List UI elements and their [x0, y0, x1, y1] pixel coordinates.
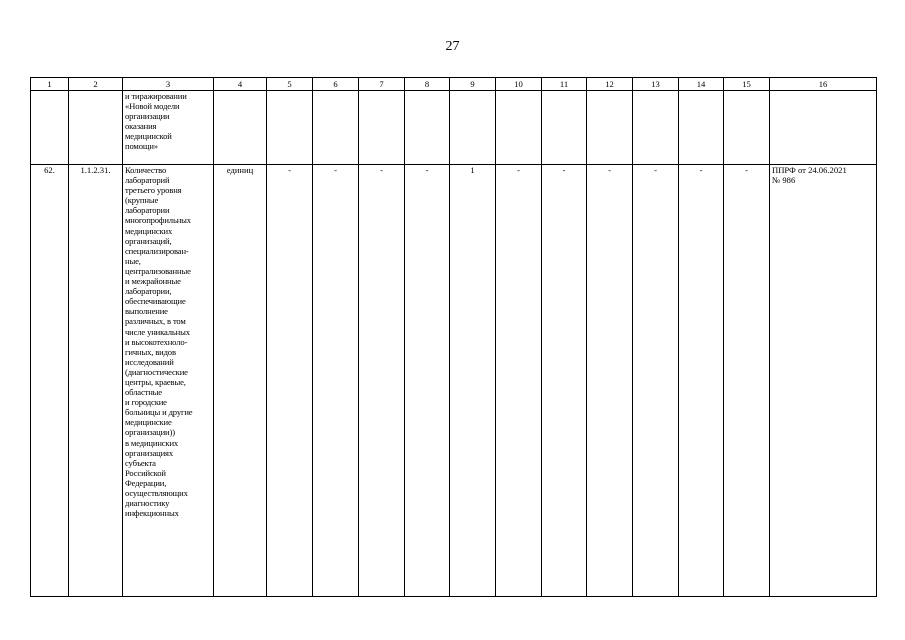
value-cell-13: -: [633, 165, 679, 597]
row-number: 62.: [31, 165, 69, 597]
header-cell: 3: [123, 78, 214, 91]
table-cell: [31, 91, 69, 165]
header-cell: 10: [496, 78, 542, 91]
table-cell: [633, 91, 679, 165]
value-cell-6: -: [313, 165, 359, 597]
header-cell: 2: [69, 78, 123, 91]
indicator-name-continued: и тиражировании «Новой модели организации оказания медицинской помощи»: [123, 91, 214, 165]
table-cell: [542, 91, 587, 165]
table-header-row: [31, 78, 877, 91]
value-cell-9: 1: [450, 165, 496, 597]
header-cell: 1: [31, 78, 69, 91]
table-cell: [587, 91, 633, 165]
value-cell-12: -: [587, 165, 633, 597]
source-document-cell: ППРФ от 24.06.2021 № 986: [770, 165, 877, 597]
header-cell: 6: [313, 78, 359, 91]
header-cell: 8: [405, 78, 450, 91]
table-cell: [69, 91, 123, 165]
page-number: 27: [445, 39, 460, 54]
table-cell: [214, 91, 267, 165]
header-cell: 4: [214, 78, 267, 91]
table-cell: [496, 91, 542, 165]
indicators-table: [30, 77, 877, 597]
header-cell: 11: [542, 78, 587, 91]
table-cell: [450, 91, 496, 165]
value-cell-8: -: [405, 165, 450, 597]
table-cell: [679, 91, 724, 165]
table-cell: [724, 91, 770, 165]
value-cell-11: -: [542, 165, 587, 597]
header-cell: 15: [724, 78, 770, 91]
header-cell: 5: [267, 78, 313, 91]
table-cell: [313, 91, 359, 165]
header-cell: 16: [770, 78, 877, 91]
header-cell: 12: [587, 78, 633, 91]
unit-cell: единиц: [214, 165, 267, 597]
value-cell-15: -: [724, 165, 770, 597]
header-cell: 13: [633, 78, 679, 91]
table-row-continuation: [31, 91, 877, 165]
value-cell-14: -: [679, 165, 724, 597]
table-cell: [267, 91, 313, 165]
value-cell-5: -: [267, 165, 313, 597]
table-row-62: [31, 165, 877, 597]
indicator-name: Количество лабораторий третьего уровня (крупные лаборатории многопрофильных медицинских организаций, специализирован- ные, централизованные и межрайонные лаборатории, обеспечивающие выполнение различных, в том числе уникальных и высокотехноло- гичных, видов исследований (диагностические центры, краевые, областные и городские больницы и другие медицинские организации)) в медицинских организациях субъекта Российской Федерации, осуществляющих диагностику инфекционных: [123, 165, 214, 597]
indicator-code: 1.1.2.31.: [69, 165, 123, 597]
value-cell-10: -: [496, 165, 542, 597]
header-cell: 14: [679, 78, 724, 91]
value-cell-7: -: [359, 165, 405, 597]
table-cell: [405, 91, 450, 165]
header-cell: 9: [450, 78, 496, 91]
header-cell: 7: [359, 78, 405, 91]
table-cell: [359, 91, 405, 165]
table-cell: [770, 91, 877, 165]
